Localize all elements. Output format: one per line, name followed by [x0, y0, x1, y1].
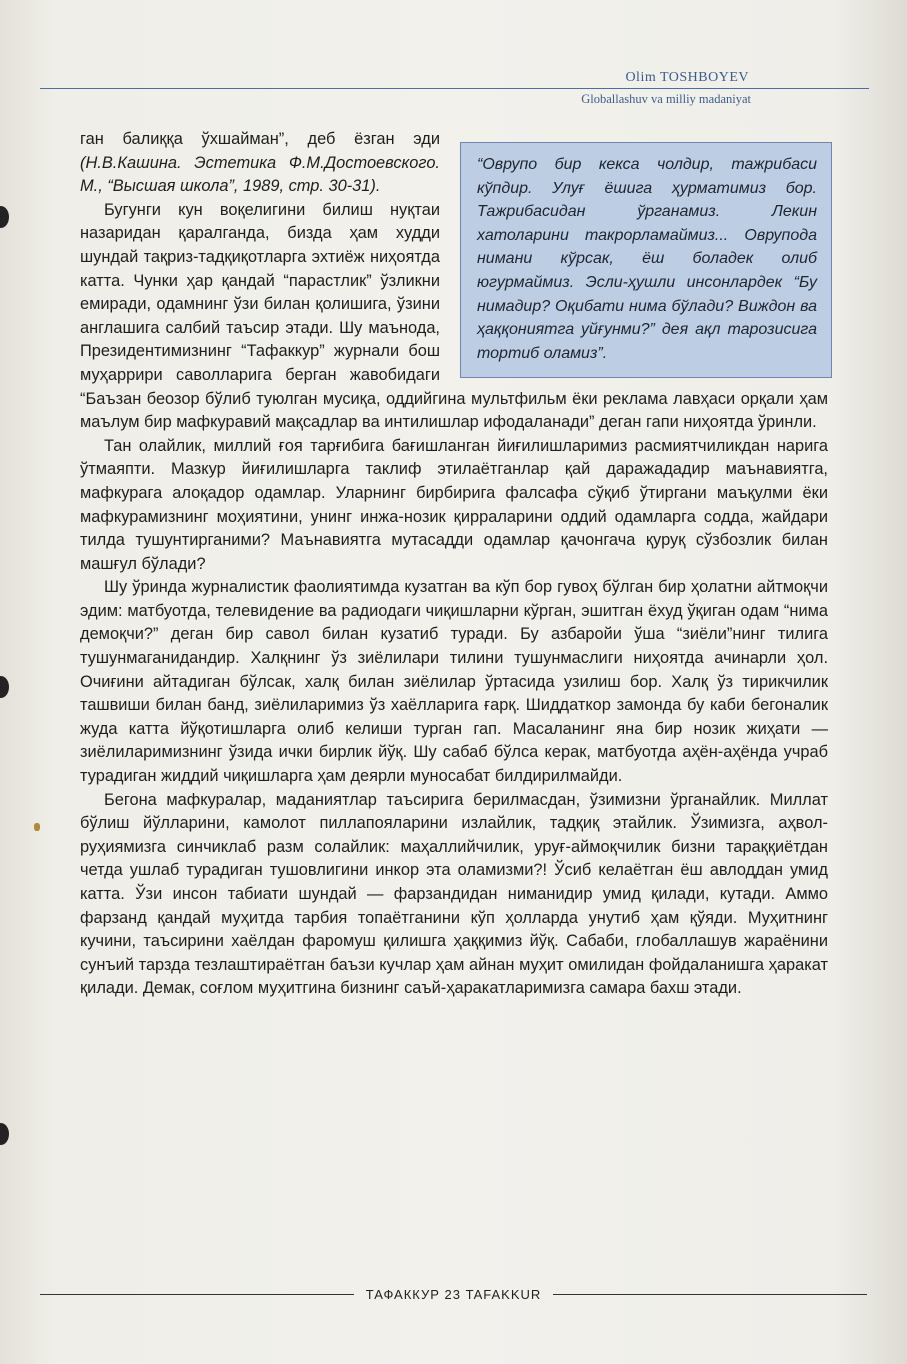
footer-page-label: ТАФАККУР 23 TAFAKKUR	[365, 1286, 542, 1302]
page-footer	[40, 1284, 867, 1304]
header-rule	[40, 88, 869, 89]
paragraph-4: Шу ўринда журналистик фаолиятимда кузатган ва кўп бор гувоҳ бўлган бир ҳолатни айтмоқчи эдим: матбуотда, телевидение ва радиодаги чиқишларни кўрган, эшитган ёхуд ўқиган одам “нима демоқчи?” деган бир савол билан кузатиб туради. Бу азбаройи ўша “зиёли”нинг тилига тушунмаганидандир. Халқнинг ўз зиёлилари тилини тушунмаслиги ниҳоятда ачинарли ҳол. Очиғини айтадиган бўлсак, халқ билан зиёлилар ўртасида узилиш бор. Халқ ўз тирикчилик ташвиши билан банд, зиёлиларимиз ўз хаёлларига ғарқ. Шиддаткор замонда бу каби бегоналик жуда катта йўқотишларга олиб келиши турган гап. Масаланинг яна бир нозик жиҳати — зиёлиларимизнинг ўзида ички бирлик йўқ. Шу сабаб бўлса керак, матбуотда аҳён-аҳёнда учраб турадиган жиддий чиқишларга ҳам деярли муносабат билдирилмайди.	[80, 578, 828, 786]
paragraph-2: Бугунги кун воқелигини билиш нуқтаи назаридан қаралганда, бизда ҳам худди шундай тақриз-тадқиқотларга эхтиёж ниҳоятда катта. Чунки ҳар қандай “парастлик” ўзликни емиради, одамнинг ўзи билан қолишига, ўзини англашига салбий таъсир этади. Шу маънода, Президентимизнинг “Тафаккур” журнали бош муҳаррири саволларига берган жавобидаги “Баъзан беозор бўлиб туюлган мусиқа, оддийгина мультфильм ёки реклама лавҳаси орқали ҳам маълум бир мафкуравий мақсадлар ва интилишлар ифодаланади” деган гапи ниҳоятда ўринли.	[80, 200, 828, 432]
paragraph-5: Бегона мафкуралар, маданиятлар таъсирига берилмасдан, ўзимизни ўрганайлик. Миллат бўлиш йўлларини, камолот пиллапояларини излайлик, тадқиқ этайлик. Ўзимизга, аҳвол-руҳиямизга синчиклаб разм солайлик: маҳаллийчилик, уруғ-аймоқчилик бизни тараққиётдан четда ушлаб турадиган тушовлигини инкор эта оламизми?! Ўсиб келаётган ёш авлоддан умид катта. Ўзи инсон табиати шундай — фарзандидан ниманидир умид қилади, кутади. Аммо фарзанд қандай муҳитда тарбия топаётганини кўп ҳолларда унутиб ҳам қўяди. Муҳитнинг кучини, таъсирини хаёлдан фаромуш қилишга ҳаққимиз йўқ. Сабаби, глобаллашув жараёнини сунъий тарзда тезлаштираётган баъзи кучлар ҳам айнан муҳит омилидан фойдаланишга ҳаракат қилади. Демак, соғлом муҳитгина бизнинг саъй-ҳаракатларимизга самара бахш этади.	[80, 790, 828, 998]
running-header	[40, 70, 869, 107]
footer-rule-left	[40, 1294, 354, 1295]
paper-speck	[34, 823, 40, 831]
paragraph-1-text: ган балиққа ўхшайман”, деб ёзган эди	[80, 130, 440, 148]
article-body	[80, 128, 828, 1001]
paragraph-3: Тан олайлик, миллий ғоя тарғибига бағишланган йиғилишларимиз расмиятчиликдан нарига ўтмаяпти. Мазкур йиғилишларга таклиф этилаётганлар қай даражададир маънавиятга, мафкурага алоқадор одамлар. Уларнинг бирбирига фалсафа сўқиб ўтиргани маъқулми ёки мафкурамизнинг моҳиятини, унинг инжа-нозик қирраларини оддий одамларга содда, жайдари тилда тушунтирганими? Маънавиятга мутасадди одамлар қачонгача қуруқ сўзбозлик билан машғул бўлади?	[80, 436, 828, 573]
citation: (Н.В.Кашина. Эстетика Ф.М.Достоевского. М., “Высшая школа”, 1989, стр. 30-31).	[80, 153, 440, 196]
header-subtitle: Globallashuv va milliy madaniyat	[581, 92, 751, 106]
pull-quote-text: “Оврупо бир кекса чолдир, тажрибаси кўпдир. Улуғ ёшига ҳурматимиз бор. Тажрибасидан ўрганамиз. Лекин хатоларини такрорламаймиз... Оврупода нимани кўрсак, ёш боладек олиб югурмаймиз. Эсли-ҳушли инсонлардек “Бу нимадир? Оқибати нима бўлади? Виждон ва ҳаққониятга уйғунми?” дея ақл тарозисига тортиб оламиз”.	[477, 156, 817, 362]
header-author: Olim TOSHBOYEV	[625, 70, 749, 85]
footer-rule-right	[553, 1294, 867, 1295]
pull-quote-box	[460, 142, 832, 378]
